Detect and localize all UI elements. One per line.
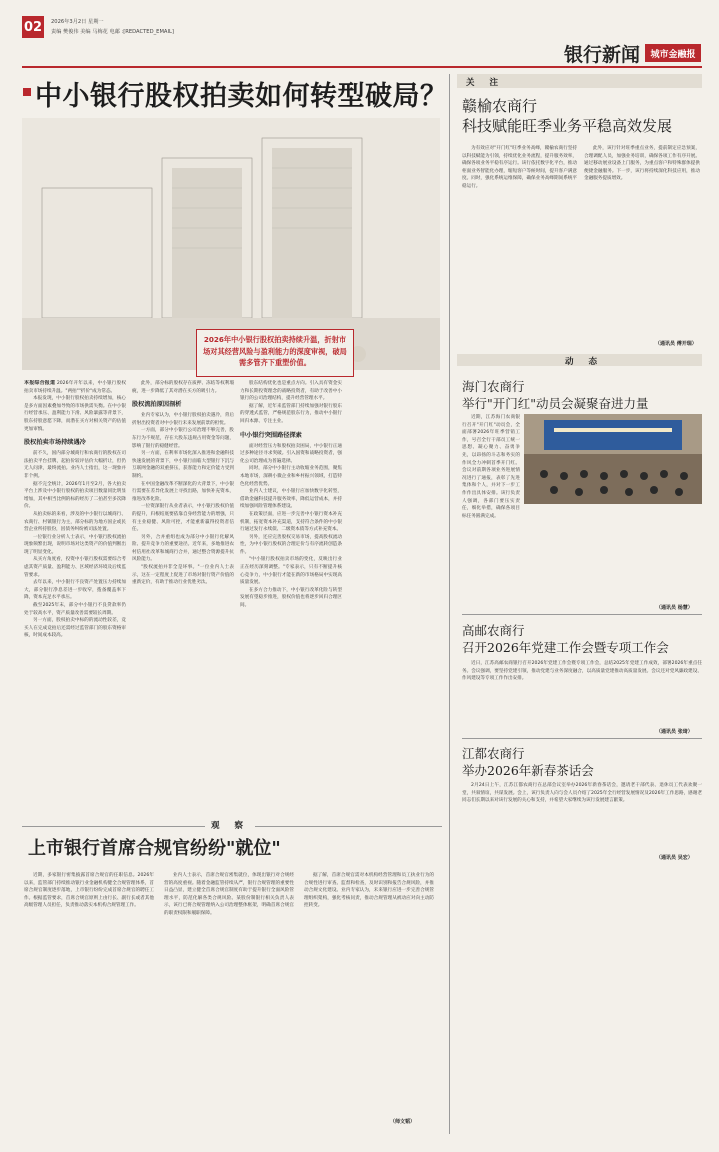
focus-col2: 此外，该行针对旺季重点业务，提前制定应急预案，合理调配人员，加强业务培训，确保各项工作有序开展。通过移动展业设备上门服务，为重点客户和特殊群体提供便捷金融服务。下一步，该行将持续深化科技应用，推动金融服务提质增效。: [584, 146, 700, 182]
observation-label: 观 察: [205, 819, 255, 831]
dongtai-1-author: （通讯员 杨慧）: [656, 605, 693, 611]
lead-paragraph: 业内专家认为，中小银行股权拍卖遇冷，背后折射出投资者对中小银行未来发展前景的担忧。: [132, 413, 234, 426]
lead-paragraph: 股东结构优化也是重点方向。引入具有资金实力和长期投资理念的战略投资者，有助于改善中小银行的公司治理结构，提升经营管理水平。: [240, 381, 342, 402]
lead-subhead: 股权流拍原因剖析: [132, 401, 182, 409]
quote-text: 2026年中小银行股权拍卖持续升温，折射市场对其经营风险与盈利能力的深度审视，破局需多管齐下重塑价值。: [203, 335, 347, 367]
observation-col3: 据了解，首席合规官需对本机构经营管理和员工执业行为的合规性进行审查、监督和检查，及时识别和报告合规风险，并推动合规文化建设。业内专家认为，未来银行应进一步完善合规管理组织架构，强化考核问责，推动合规管理从被动应对向主动防控转变。: [304, 873, 434, 909]
lead-paragraph: "中小银行股权拍卖市场的变化，反映出行业正在经历深刻调整。"专家表示，只有不断提升核心竞争力，中小银行才能在新的市场格局中实现高质量发展。: [240, 557, 342, 586]
lead-body-col1: [24, 380, 126, 805]
lead-paragraph: 在中国金融改革不断深化的大背景下，中小银行需要在差异化发展上寻找出路，加快补充资本，推进改革化险。: [132, 481, 234, 502]
lead-paragraph: 在多方合力推动下，中小银行改革化险与转型发展有望稳步推进，股权价值也将逐步回归合理区间。: [240, 587, 342, 609]
header-rule: [22, 66, 702, 68]
lead-paragraph: 截至2025年末，部分中小银行不良贷款率仍处于较高水平，资产质量改善需要较长周期。: [24, 603, 126, 616]
lead-paragraph: 另一方面，在利率市场化深入推进和金融科技快速发展的背景下，中小银行面临大型银行下沉与互联网金融的双重挤压，获客能力和定价能力受到制约。: [132, 451, 234, 479]
column-divider: [449, 74, 450, 1134]
observation-col1: 近期，多家银行密集披露首席合规官的任职信息。2026年以来，监管部门持续推动银行业金融机构健全合规管理体系，首席合规官制度逐步落地，上市银行纷纷完成首席合规官的聘任工作。根据监管要求，首席合规官原则上由行长、副行长或者其他高级管理人员担任，负责推动落实本机构合规管理工作。: [24, 873, 154, 909]
lead-paragraph: 去年以来，中小银行不良资产处置压力持续加大，部分银行净息差进一步收窄，拨备覆盖率下降，资本充足水平承压。: [24, 580, 126, 601]
dongtai-3-title: 江都农商行 举办2026年新春茶话会: [462, 746, 594, 778]
date-line: 2026年3月2日 星期一: [51, 19, 104, 25]
lead-paragraph: 从买方角度看，投资中小银行股权需要综合考虑其资产质量、盈利能力、区域经济环境及后续监管要求。: [24, 557, 126, 578]
focus-col1: 为有效应对"开门红"旺季业务高峰，赣榆农商行坚持以科技赋能为引领，持续优化业务流程，提升服务效率，确保各项业务平稳有序运行。该行依托数字化平台，推动柜面业务智能化办理，缩短客户等候时间，提升客户满意度。同时，强化系统运维保障，确保业务高峰期间系统平稳运行。: [462, 146, 577, 189]
lead-paragraph: "股权流拍并非全是坏事。"一位业内人士表示，这在一定程度上促进了市场对银行资产价值的重新定价，有助于推动行业优胜劣汰。: [132, 565, 234, 586]
lead-paragraph: 从拍卖标的来看，涉及的中小银行以城商行、农商行、村镇银行为主，部分标的为地方国企或民营企业所持股份，因债务纠纷被司法处置。: [24, 511, 126, 533]
observation-col2: 业内人士表示，首席合规官密集就位，体现出银行对合规经营的高度重视。随着金融监管持续从严，银行合规管理的重要性日益凸显，建立健全首席合规官制度有助于提升银行全面风险管理水平，防范化解各类合规风险。某股份制银行相关负责人表示，该行已将合规管理纳入公司治理整体框架，明确首席合规官的职责权限和履职保障。: [164, 873, 294, 916]
lead-paragraph: 一位银行业分析人士表示，中小银行股权流拍现象频繁出现，说明市场对这类资产的价值判断出现了明显变化。: [24, 534, 126, 555]
lead-paragraph: 一方面，部分中小银行公司治理不够完善，股东行为不规范，存在大股东违规占用资金等问题，影响了银行的稳健经营。: [132, 428, 234, 449]
quote-box: [196, 329, 354, 377]
lead-subhead: 股权拍卖市场持续遇冷: [24, 439, 86, 447]
lead-author: 本报综合报道: [24, 380, 56, 386]
section-title: 银行新闻: [564, 44, 641, 66]
dongtai-label: 动 态: [565, 357, 603, 367]
dongtai-1-title: 海门农商行 举行"开门红"动员会凝聚奋进力量: [462, 379, 649, 411]
lead-paragraph: 同时，部分中小银行主动收缩业务范围，聚焦本地市场，深耕小微企业和乡村振兴领域，打造特色化经营优势。: [240, 466, 342, 487]
lead-paragraph: 据了解，近年来监管部门持续加强对银行股东的穿透式监管，严格规范股东行为，推动中小银行回归本源、专注主业。: [240, 403, 342, 424]
lead-paragraph: 2026年开年以来，中小银行股权拍卖市场持续升温。"两拍""折价"成为常态。: [24, 381, 126, 394]
meeting-photo-image: [524, 414, 702, 504]
lead-paragraph: 据不完全统计，2026年1月至2月，各大拍卖平台上涉及中小银行股权的拍卖项目数量同比明显增加，其中相当比例的标的经历了二拍甚至多次降价。: [24, 481, 126, 510]
lead-paragraph: 本报发现，中小银行股权拍卖持续增加，核心是多方面因素叠加导致的市场供需失衡。在中小银行经营承压、盈利能力下滑、风险暴露等背景下，股东持股意愿下降，而潜在买方对相关资产的估值更加审慎。: [24, 396, 126, 432]
focus-author: （通讯员 傅开瑞）: [655, 341, 697, 347]
focus-title: 赣榆农商行 科技赋能旺季业务平稳高效发展: [462, 97, 673, 135]
lead-paragraph: 另外，合并重组也成为部分中小银行化解风险、提升竞争力的重要途径。近年来，多地推进农村信用社改革和城商行合并，通过整合资源提升抗风险能力。: [132, 534, 234, 563]
lead-paragraph: 业内人士建议，中小银行应加快数字化转型，借助金融科技提升服务效率，降低运营成本，并持续加强风险管理体系建设。: [240, 489, 342, 510]
lead-paragraph: 另一方面，股权拍卖中标的的流动性较差，竞买人在完成竞拍后还需经过监管部门的股东资格审核，时间成本较高。: [24, 618, 126, 639]
dongtai-1-text: 近期，江苏海门农商银行召开"开门红"动员会，全面部署2026年旺季营销工作，号召全行干部员工统一思想、凝心聚力、奋勇争先，以昂扬的斗志和务实的作风全力冲刺首季开门红。会议对前期各项业务进展情况进行了通报，表彰了先进集体和个人，并对下一步工作作出具体安排。该行负责人强调，各部门要压实责任，细化举措，确保各项目标任务圆满完成。: [462, 415, 520, 519]
dongtai-divider: [462, 738, 702, 739]
lead-subhead: 中小银行突围路径探索: [240, 431, 302, 439]
dongtai-divider: [462, 614, 702, 615]
editor-line: 责编 樊俊伟 美编 马梅花 电邮 :[REDACTED_EMAIL]: [51, 29, 174, 35]
lead-paragraph: 前不久，国内部分城商行和农商行的股权在司法拍卖平台挂牌，起拍价较评估价大幅折让，但仍无人问津，最终流拍。业内人士指出，这一现象并非个例。: [24, 451, 126, 479]
dongtai-2-title: 高邮农商行 召开2026年党建工作会暨专项工作会: [462, 623, 669, 655]
dongtai-3-text: 2月24日上午，江苏江都农商行在总部会议室举办2026年新春茶话会，邀请老干部代表、退休员工代表欢聚一堂，共叙情谊，共谋发展。会上，该行负责人向与会人员介绍了2025年全行经营发展情况及2026年工作思路，感谢老同志们长期以来对该行发展的关心和支持，并希望大家继续为该行发展建言献策。: [462, 783, 702, 804]
lead-body-col3: [240, 380, 342, 805]
dongtai-2-text: 近日，江苏高邮农商银行召开2026年党建工作会暨专项工作会，总结2025年党建工作成效，部署2026年重点任务。会议强调，要坚持党建引领，推动党建与业务深度融合，以高质量党建推动高质量发展。会议还对党风廉政建设、作风建设等专项工作作出安排。: [462, 661, 702, 682]
lead-paragraph: 在政策层面，应进一步完善中小银行资本补充机制，拓宽资本补充渠道，支持符合条件的中小银行通过发行永续债、二级资本债等方式补充资本。: [240, 511, 342, 533]
lead-paragraph: 另外，还应完善股权交易市场，提高股权流动性，为中小银行股权的合理定价与有序流转创造条件。: [240, 534, 342, 555]
lead-paragraph: 此外，部分标的股权存在质押、冻结等权利瑕疵，进一步降低了其对潜在买方的吸引力。: [132, 381, 234, 394]
lead-body-col2: [132, 380, 234, 805]
paper-logo: 城市金融报: [645, 44, 701, 62]
observation-title: 上市银行首席合规官纷纷"就位": [28, 838, 281, 859]
meeting-photo: [524, 414, 702, 504]
dongtai-2-author: （通讯员 张琦）: [656, 729, 693, 735]
lead-paragraph: 一位资深银行从业者表示，中小银行股权价值的提升，归根结底要依靠自身经营能力的增强，只有主业稳健、风险可控，才能重新赢得投资者信任。: [132, 504, 234, 533]
dongtai-3-author: （通讯员 吴宏）: [656, 855, 693, 861]
focus-label: 关 注: [466, 78, 504, 88]
page-number: 02: [22, 16, 44, 38]
lead-paragraph: 面对经营压力和股权拍卖困局，中小银行正通过多种途径寻求突破。引入国资和战略投资者，强化公司治理成为普遍选择。: [240, 443, 342, 464]
title-marker: [23, 88, 31, 96]
lead-title: 中小银行股权拍卖如何转型破局？: [35, 81, 448, 112]
observation-author: （师文韬）: [390, 1119, 416, 1125]
